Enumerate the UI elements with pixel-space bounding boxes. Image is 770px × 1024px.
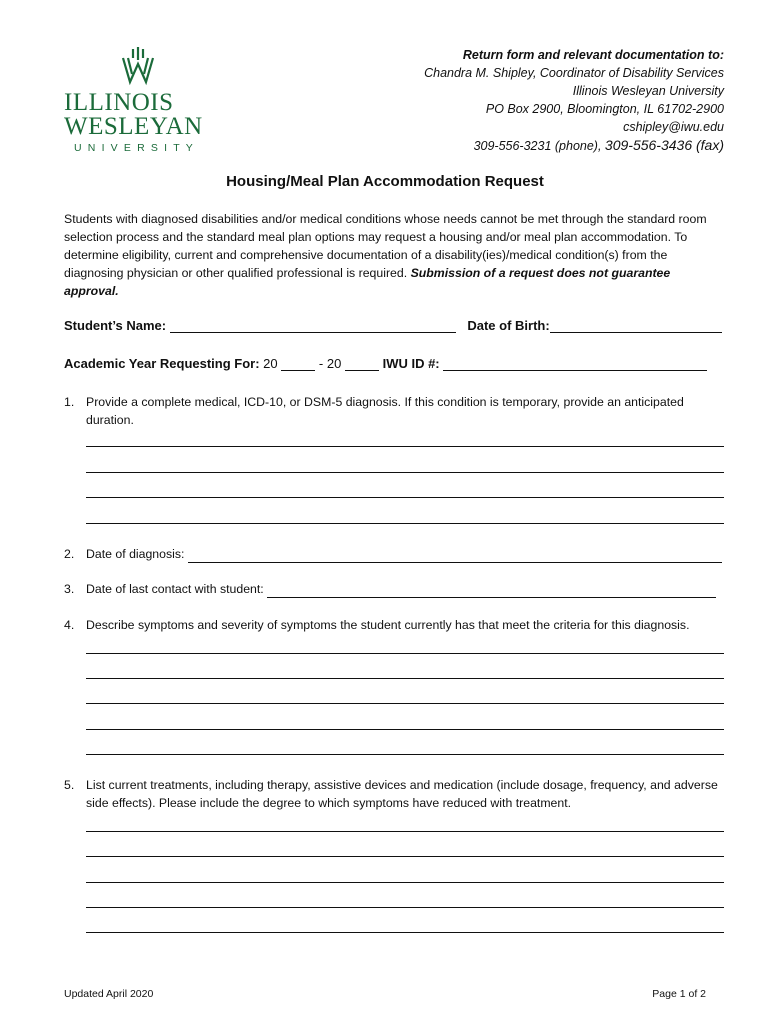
question-text: Describe symptoms and severity of symptoms the student currently has that meet the criteria for this diagnosis. xyxy=(86,618,690,632)
return-heading: Return form and relevant documentation to: xyxy=(462,48,724,62)
academic-year-label: Academic Year Requesting For: xyxy=(64,356,260,371)
year-end-prefix: 20 xyxy=(326,356,342,371)
year-dash: - xyxy=(318,356,324,371)
contact-phone: 309-556-3231 (phone), xyxy=(473,139,605,153)
iwu-id-field[interactable] xyxy=(443,356,707,371)
answer-line[interactable] xyxy=(86,907,724,908)
student-name-label: Student’s Name: xyxy=(64,318,167,333)
question-number: 4. xyxy=(64,618,75,632)
student-info-row xyxy=(64,318,722,333)
answer-line[interactable] xyxy=(86,882,724,883)
logo-line-university: UNIVERSITY xyxy=(74,142,200,154)
question-3 xyxy=(64,580,724,598)
intro-emphasis: Submission of a request does not guarantee approval. xyxy=(64,266,671,298)
question-4 xyxy=(64,616,724,634)
question-text: Date of diagnosis: xyxy=(86,547,185,561)
answer-line[interactable] xyxy=(86,472,724,473)
question-text: List current treatments, including therapy, assistive devices and medication (include dosage, frequency, and adverse side effects). Please include the degree to which symptoms have reduced with treatment. xyxy=(86,778,718,810)
page-number: Page 1 of 2 xyxy=(652,988,706,1000)
question-1 xyxy=(64,393,724,429)
contact-name: Chandra M. Shipley, Coordinator of Disability Services xyxy=(424,66,724,80)
academic-year-row xyxy=(64,356,707,371)
last-contact-date-field[interactable] xyxy=(267,584,716,598)
updated-date: Updated April 2020 xyxy=(64,988,154,1000)
year-start-field[interactable] xyxy=(281,356,315,371)
contact-email: cshipley@iwu.edu xyxy=(623,120,724,134)
intro-paragraph xyxy=(64,210,724,300)
answer-line[interactable] xyxy=(86,653,724,654)
contact-po-box: PO Box 2900, Bloomington, IL 61702-2900 xyxy=(485,102,724,116)
student-name-field[interactable] xyxy=(170,318,456,333)
question-number: 1. xyxy=(64,395,75,409)
contact-university: Illinois Wesleyan University xyxy=(572,84,724,98)
iwu-id-label: IWU ID #: xyxy=(382,356,440,371)
date-of-diagnosis-field[interactable] xyxy=(188,549,722,563)
logo-line-illinois: ILLINOIS xyxy=(64,89,174,116)
answer-line[interactable] xyxy=(86,729,724,730)
question-number: 2. xyxy=(64,547,75,561)
dob-field[interactable] xyxy=(550,318,722,333)
wesleyan-crest-icon xyxy=(120,46,156,86)
answer-line[interactable] xyxy=(86,754,724,755)
answer-line[interactable] xyxy=(86,523,724,524)
answer-line[interactable] xyxy=(86,703,724,704)
answer-line[interactable] xyxy=(86,678,724,679)
answer-line[interactable] xyxy=(86,856,724,857)
question-2 xyxy=(64,545,724,563)
logo-line-wesleyan: WESLEYAN xyxy=(64,113,203,140)
answer-line[interactable] xyxy=(86,497,724,498)
dob-label: Date of Birth: xyxy=(467,318,550,333)
question-text: Date of last contact with student: xyxy=(86,582,264,596)
contact-phone-fax xyxy=(424,136,724,155)
intro-text: Students with diagnosed disabilities and/or medical conditions whose needs cannot be met through the standard room selection process and the standard meal plan options may request a housing and/or meal plan accommodation. To determine eligibility, current and comprehensive documentation of a disability(ies)/medical condition(s) from the diagnosing physician or other qualified professional is required. xyxy=(64,212,707,280)
question-number: 3. xyxy=(64,582,75,596)
year-start-prefix: 20 xyxy=(263,356,278,371)
answer-line[interactable] xyxy=(86,932,724,933)
page-title: Housing/Meal Plan Accommodation Request xyxy=(226,173,544,190)
return-address-block xyxy=(424,46,724,155)
answer-line[interactable] xyxy=(86,446,724,447)
question-text: Provide a complete medical, ICD-10, or DSM-5 diagnosis. If this condition is temporary, provide an anticipated duration. xyxy=(86,395,684,427)
year-end-field[interactable] xyxy=(345,356,379,371)
question-number: 5. xyxy=(64,778,75,792)
iwu-logo xyxy=(64,46,214,156)
question-5 xyxy=(64,776,724,812)
contact-fax: 309-556-3436 (fax) xyxy=(604,137,724,153)
answer-line[interactable] xyxy=(86,831,724,832)
